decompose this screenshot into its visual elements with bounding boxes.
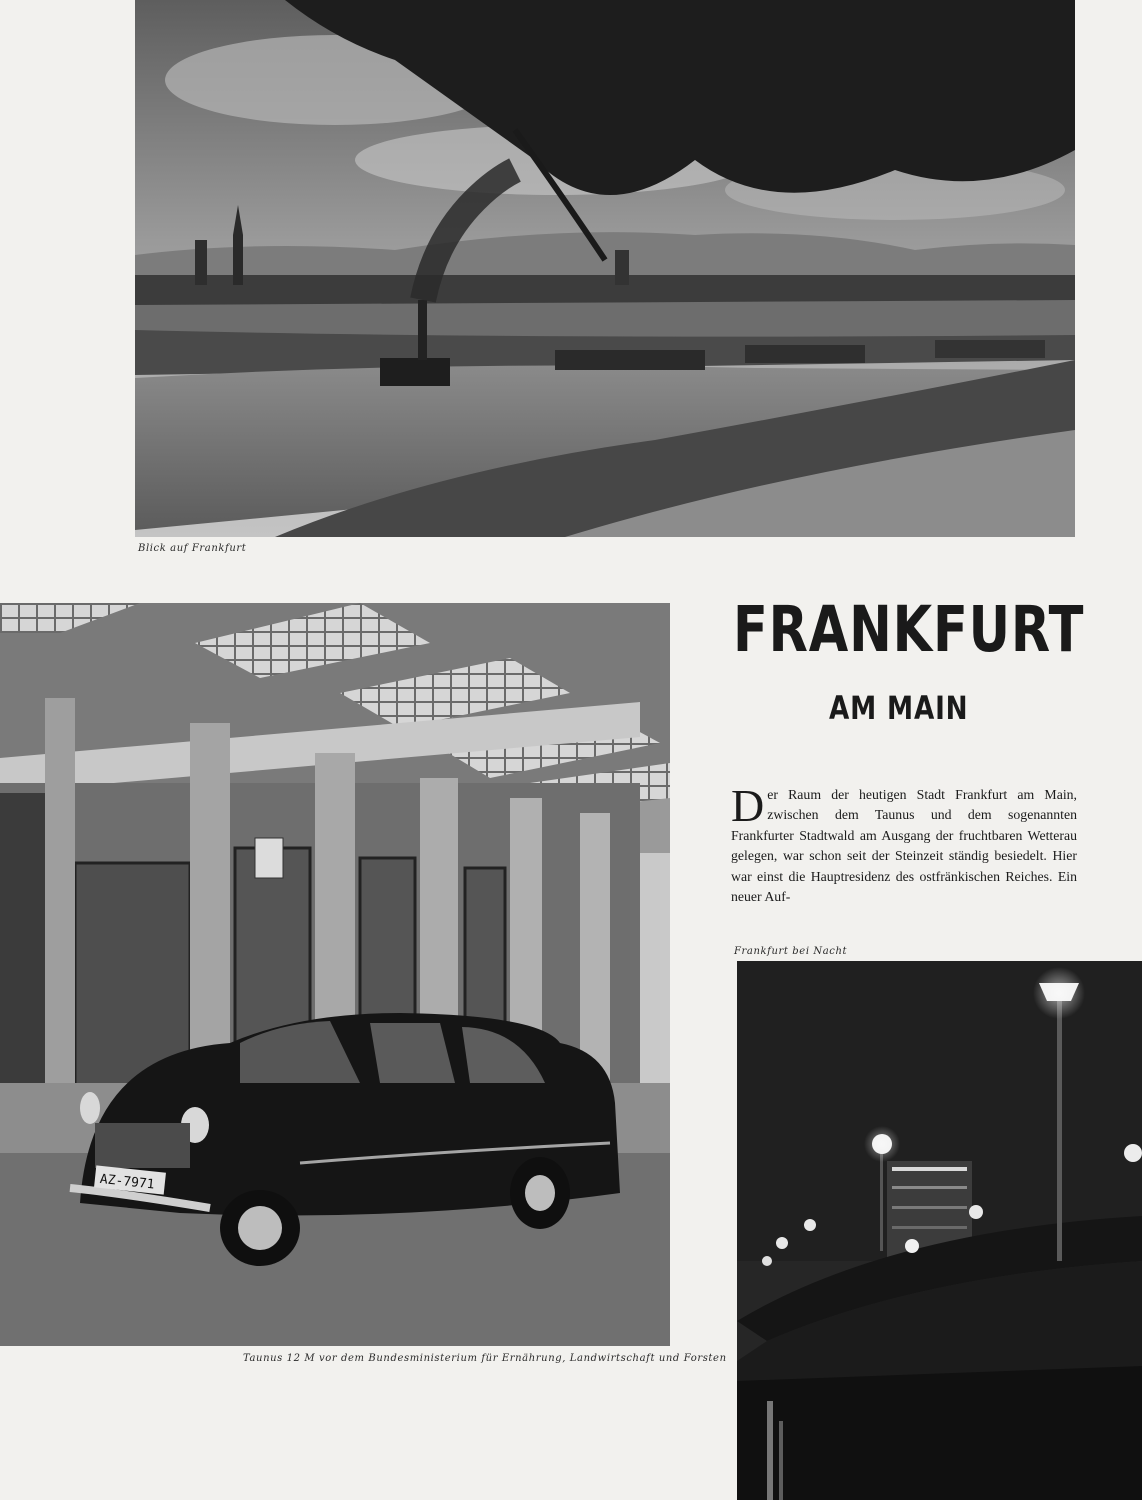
photo-frankfurt-night <box>737 961 1142 1500</box>
article-title: FRANKFURT <box>733 593 1085 666</box>
photo-taunus-ministry <box>0 603 670 1346</box>
photo-caption-taunus: Taunus 12 M vor dem Bundesministerium für Ernährung, Landwirtschaft und Forsten <box>243 1353 727 1364</box>
photo-frankfurt-panorama <box>135 0 1075 537</box>
photo-caption-panorama: Blick auf Frankfurt <box>138 543 247 554</box>
license-plate: AZ-7971 <box>99 1171 156 1193</box>
article-body <box>731 780 1077 907</box>
article-dropcap: D <box>731 780 765 831</box>
article-body-text: er Raum der heutigen Stadt Frankfurt am Main, zwischen dem Taunus und dem sogenannten Frankfurter Stadtwald am Ausgang der fruchtbaren Wetterau gelegen, war schon seit der Steinzeit ständig besiedelt. Hier war einst die Hauptresidenz des ostfränkischen Reiches. Ein neuer Auf- <box>731 787 1077 905</box>
article-subtitle: AM MAIN <box>829 689 969 727</box>
photo-caption-night: Frankfurt bei Nacht <box>734 946 848 957</box>
